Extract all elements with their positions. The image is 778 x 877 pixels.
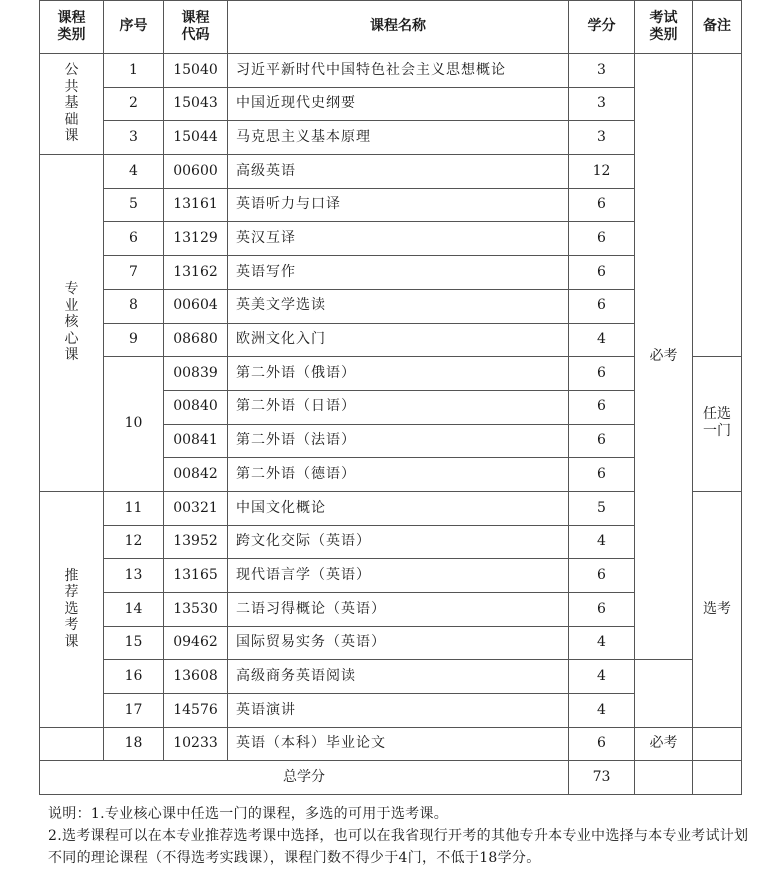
credits-cell: 6 [569,188,635,222]
header-remark: 备注 [693,1,742,54]
course-table [39,0,742,795]
total-row [40,761,742,795]
exam-type-required-thesis: 必考 [635,727,693,761]
code-cell: 10233 [164,727,228,761]
code-cell: 13530 [164,593,228,627]
credits-cell: 6 [569,593,635,627]
total-remark-empty [693,761,742,795]
code-cell: 00600 [164,155,228,189]
category-core: 专业核心课 [40,155,104,492]
name-cell: 习近平新时代中国特色社会主义思想概论 [228,54,569,88]
name-cell: 英语演讲 [228,694,569,728]
name-cell: 欧洲文化入门 [228,323,569,357]
seq-cell: 8 [104,289,164,323]
code-cell: 08680 [164,323,228,357]
name-cell: 现代语言学（英语） [228,559,569,593]
exam-type-elective: 选考 [693,491,742,727]
credits-cell: 4 [569,626,635,660]
seq-cell: 18 [104,727,164,761]
seq-cell: 11 [104,491,164,525]
code-cell: 13162 [164,256,228,290]
name-cell: 二语习得概论（英语） [228,593,569,627]
code-cell: 15040 [164,54,228,88]
header-category: 课程类别 [40,1,104,54]
category-public: 公共基础课 [40,54,104,155]
name-cell: 中国近现代史纲要 [228,87,569,121]
credits-cell: 3 [569,121,635,155]
header-row [40,1,742,54]
credits-cell: 4 [569,525,635,559]
credits-cell: 4 [569,694,635,728]
seq-cell: 1 [104,54,164,88]
name-cell: 第二外语（日语） [228,390,569,424]
credits-cell: 4 [569,660,635,694]
credits-cell: 5 [569,491,635,525]
name-cell: 国际贸易实务（英语） [228,626,569,660]
credits-cell: 6 [569,256,635,290]
total-label: 总学分 [40,761,569,795]
code-cell: 00842 [164,458,228,492]
seq-cell: 13 [104,559,164,593]
credits-cell: 6 [569,390,635,424]
credits-cell: 6 [569,727,635,761]
code-cell: 14576 [164,694,228,728]
header-seq: 序号 [104,1,164,54]
code-cell: 09462 [164,626,228,660]
seq-cell: 7 [104,256,164,290]
table-row [40,660,742,694]
header-name: 课程名称 [228,1,569,54]
seq-cell: 3 [104,121,164,155]
seq-cell: 4 [104,155,164,189]
exam-type-required: 必考 [635,54,693,660]
code-cell: 13165 [164,559,228,593]
header-exam-type: 考试类别 [635,1,693,54]
seq-cell: 6 [104,222,164,256]
seq-cell: 17 [104,694,164,728]
remark-empty-top [693,54,742,357]
credits-cell: 3 [569,54,635,88]
credits-cell: 6 [569,424,635,458]
name-cell: 马克思主义基本原理 [228,121,569,155]
code-cell: 13161 [164,188,228,222]
code-cell: 00604 [164,289,228,323]
name-cell: 英汉互译 [228,222,569,256]
credits-cell: 6 [569,559,635,593]
note-1: 说明：1.专业核心课中任选一门的课程，多选的可用于选考课。 [48,806,449,822]
category-empty [40,727,104,761]
name-cell: 中国文化概论 [228,491,569,525]
name-cell: 高级英语 [228,155,569,189]
credits-cell: 3 [569,87,635,121]
code-cell: 13952 [164,525,228,559]
name-cell: 第二外语（俄语） [228,357,569,391]
code-cell: 00841 [164,424,228,458]
total-value: 73 [569,761,635,795]
seq-cell: 9 [104,323,164,357]
code-cell: 00321 [164,491,228,525]
remark-empty [693,727,742,761]
code-cell: 15044 [164,121,228,155]
total-exam-empty [635,761,693,795]
note-2: 2.选考课程可以在本专业推荐选考课中选择，也可以在我省现行开考的其他专升本专业中选择与本专业考试计划不同的理论课程（不得选考实践课），课程门数不得少于4门，不低于18学分。 [48,828,749,866]
code-cell: 13608 [164,660,228,694]
code-cell: 15043 [164,87,228,121]
table-row [40,727,742,761]
name-cell: 英语（本科）毕业论文 [228,727,569,761]
seq-cell: 14 [104,593,164,627]
seq-cell: 2 [104,87,164,121]
seq-cell: 16 [104,660,164,694]
code-cell: 00840 [164,390,228,424]
name-cell: 跨文化交际（英语） [228,525,569,559]
credits-cell: 6 [569,222,635,256]
credits-cell: 4 [569,323,635,357]
credits-cell: 6 [569,357,635,391]
seq-cell: 12 [104,525,164,559]
table-row [40,694,742,728]
name-cell: 英语写作 [228,256,569,290]
credits-cell: 12 [569,155,635,189]
remark-choose-one: 任选一门 [693,357,742,492]
name-cell: 英语听力与口译 [228,188,569,222]
notes [48,803,758,869]
code-cell: 00839 [164,357,228,391]
header-credits: 学分 [569,1,635,54]
name-cell: 第二外语（德语） [228,458,569,492]
category-elective: 推荐选考课 [40,491,104,727]
credits-cell: 6 [569,289,635,323]
name-cell: 英美文学选读 [228,289,569,323]
name-cell: 第二外语（法语） [228,424,569,458]
header-code: 课程代码 [164,1,228,54]
table-row [40,54,742,88]
code-cell: 13129 [164,222,228,256]
seq-cell: 5 [104,188,164,222]
credits-cell: 6 [569,458,635,492]
seq-cell: 10 [104,357,164,492]
name-cell: 高级商务英语阅读 [228,660,569,694]
seq-cell: 15 [104,626,164,660]
